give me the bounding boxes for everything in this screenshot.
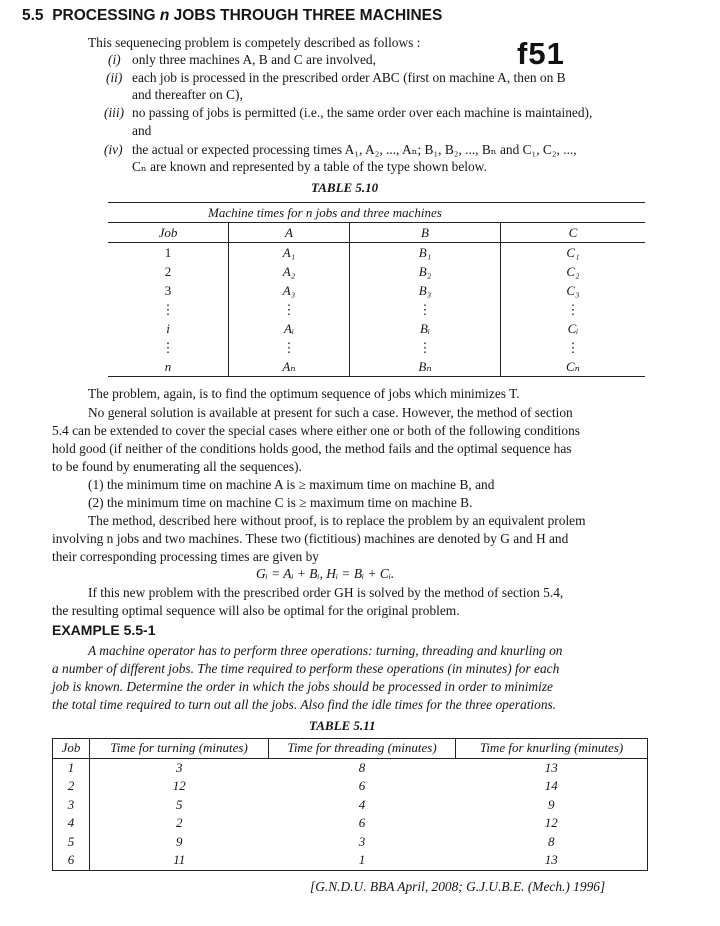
cell-c: C₃ — [501, 281, 646, 300]
table-5-10-span-header-row — [108, 203, 645, 223]
cell-turning: 3 — [176, 759, 183, 775]
body-line-9: involving n jobs and two machines. These two (fictitious) machines are denoted by G and H and — [52, 531, 569, 546]
body-line-10: their corresponding processing times are given by — [52, 549, 319, 564]
body-line-8: The method, described here without proof, is to replace the problem by an equivalent prolem — [88, 513, 586, 528]
section-title-var: n — [159, 7, 170, 24]
cell-c: ⋮ — [501, 338, 646, 357]
condition-3-label: (iii) — [104, 105, 125, 120]
cell-knurling: 13 — [544, 759, 558, 775]
cell-job: ⋮ — [161, 302, 175, 317]
table-5-10 — [108, 202, 645, 377]
col-header-job: Job — [53, 739, 90, 759]
condition-2-line-2: and thereafter on C), — [132, 87, 243, 102]
cell-turning: 5 — [176, 796, 183, 812]
table-row — [53, 796, 648, 815]
condition-1-label: (i) — [108, 52, 121, 67]
cell-job: 1 — [164, 245, 172, 260]
cell-a: A₂ — [229, 262, 350, 281]
cell-b: Bᵢ — [350, 319, 501, 338]
cell-job: 1 — [53, 758, 90, 777]
table-5-10-span-header: Machine times for n jobs and three machines — [108, 203, 645, 223]
table-5-10-caption: TABLE 5.10 — [311, 180, 379, 195]
cell-job: 2 — [53, 777, 90, 796]
condition-1-line-1: only three machines A, B and C are involved, — [132, 52, 376, 67]
cell-job: i — [166, 321, 170, 336]
cell-threading: 8 — [358, 759, 366, 775]
cell-turning: 11 — [173, 852, 186, 867]
body-line-5: to be found by enumerating all the sequences). — [52, 459, 302, 474]
section-title-before: PROCESSING — [52, 7, 160, 24]
cell-a: A₁ — [229, 243, 350, 263]
table-row — [108, 243, 645, 263]
cell-c: Cₙ — [501, 357, 646, 377]
table-row — [108, 338, 645, 357]
table-row — [108, 357, 645, 377]
cell-a: ⋮ — [229, 338, 350, 357]
table-5-10-header-row — [108, 223, 645, 243]
example-line-3: job is known. Determine the order in which the jobs should be processed in order to minimize — [52, 679, 553, 694]
cell-c: ⋮ — [501, 300, 646, 319]
table-5-11-caption: TABLE 5.11 — [309, 718, 376, 733]
col-header-turning: Time for turning (minutes) — [90, 739, 269, 759]
cell-knurling: 8 — [548, 833, 555, 849]
cell-a: Aₙ — [229, 357, 350, 377]
cell-knurling: 13 — [544, 852, 558, 867]
condition-2-line-1: each job is processed in the prescribed order ABC (first on machine A, then on B — [132, 70, 566, 85]
table-5-11-source: [G.N.D.U. BBA April, 2008; G.J.U.B.E. (Mech.) 1996] — [310, 879, 606, 894]
example-title: EXAMPLE 5.5-1 — [52, 622, 156, 638]
condition-4-line-1: the actual or expected processing times A₁, A₂, ..., Aₙ; B₁, B₂, ..., Bₙ and C₁, C₂, ..., — [132, 142, 577, 157]
page-stamp: f51 — [517, 36, 565, 71]
cell-c: C₁ — [501, 243, 646, 263]
cell-c: C₂ — [501, 262, 646, 281]
example-line-4: the total time required to turn out all the jobs. Also find the idle times for the three operations. — [52, 697, 557, 712]
cell-threading: 6 — [358, 815, 366, 830]
body-line-3: 5.4 can be extended to cover the special cases where either one or both of the following conditions — [52, 423, 581, 438]
table-row — [53, 758, 648, 777]
after-line-1: If this new problem with the prescribed order GH is solved by the method of section 5.4, — [88, 585, 564, 600]
body-line-6: (1) the minimum time on machine A is ≥ maximum time on machine B, and — [88, 477, 495, 492]
cell-threading: 3 — [358, 833, 366, 849]
table-row — [108, 300, 645, 319]
cell-b: ⋮ — [350, 300, 501, 319]
cell-turning: 9 — [176, 833, 183, 849]
table-5-11 — [52, 738, 648, 871]
cell-job: n — [164, 359, 172, 374]
table-row — [108, 281, 645, 300]
section-title-after: JOBS THROUGH THREE MACHINES — [169, 7, 443, 24]
cell-knurling: 9 — [548, 796, 555, 812]
cell-c: Cᵢ — [501, 319, 646, 338]
table-5-11-header-row — [53, 739, 648, 759]
col-header-b: B — [350, 223, 501, 243]
table-row — [53, 814, 648, 833]
cell-threading: 4 — [358, 796, 366, 812]
table-row — [108, 262, 645, 281]
cell-job: 4 — [53, 814, 90, 833]
table-row — [53, 777, 648, 796]
condition-2-label: (ii) — [106, 70, 123, 85]
body-line-1: The problem, again, is to find the optimum sequence of jobs which minimizes T. — [88, 386, 520, 401]
cell-b: B₂ — [350, 262, 501, 281]
section-heading — [22, 7, 442, 25]
table-row — [108, 319, 645, 338]
table-row — [53, 851, 648, 870]
example-line-1: A machine operator has to perform three operations: turning, threading and knurling on — [88, 643, 563, 658]
cell-turning: 2 — [176, 815, 183, 830]
cell-threading: 1 — [358, 852, 366, 867]
condition-3-line-1: no passing of jobs is permitted (i.e., the same order over each machine is maintained), — [132, 105, 593, 120]
col-header-a: A — [229, 223, 350, 243]
section-number: 5.5 — [22, 7, 44, 24]
after-line-2: the resulting optimal sequence will also be optimal for the original problem. — [52, 603, 460, 618]
condition-4-line-2: Cₙ are known and represented by a table of the type shown below. — [132, 159, 487, 174]
intro-text: This sequenecing problem is competely described as follows : — [88, 35, 421, 50]
cell-a: ⋮ — [229, 300, 350, 319]
cell-knurling: 12 — [544, 815, 558, 830]
condition-4-label: (iv) — [104, 142, 123, 157]
col-header-knurling: Time for knurling (minutes) — [456, 739, 648, 759]
col-header-c: C — [501, 223, 646, 243]
cell-job: 5 — [53, 833, 90, 852]
cell-job: 3 — [164, 283, 172, 298]
condition-3-line-2: and — [132, 123, 152, 138]
cell-a: A₃ — [229, 281, 350, 300]
cell-threading: 6 — [358, 778, 366, 793]
cell-b: Bₙ — [350, 357, 501, 377]
cell-knurling: 14 — [544, 778, 558, 793]
cell-b: ⋮ — [350, 338, 501, 357]
example-line-2: a number of different jobs. The time required to perform these operations (in minutes) for each — [52, 661, 560, 676]
body-line-7: (2) the minimum time on machine C is ≥ maximum time on machine B. — [88, 495, 473, 510]
cell-job: 6 — [53, 851, 90, 870]
cell-job: ⋮ — [161, 340, 175, 355]
cell-b: B₃ — [350, 281, 501, 300]
body-line-2: No general solution is available at present for such a case. However, the method of section — [88, 405, 573, 420]
body-line-4: hold good (if neither of the conditions holds good, the method fails and the optimal sequence has — [52, 441, 572, 456]
col-header-threading: Time for threading (minutes) — [269, 739, 456, 759]
cell-job: 3 — [53, 796, 90, 815]
cell-job: 2 — [164, 264, 172, 279]
cell-b: B₁ — [350, 243, 501, 263]
table-row — [53, 833, 648, 852]
col-header-job: Job — [108, 223, 229, 243]
cell-turning: 12 — [172, 778, 186, 793]
equation: Gᵢ = Aᵢ + Bᵢ, Hᵢ = Bᵢ + Cᵢ. — [256, 566, 395, 581]
cell-a: Aᵢ — [229, 319, 350, 338]
